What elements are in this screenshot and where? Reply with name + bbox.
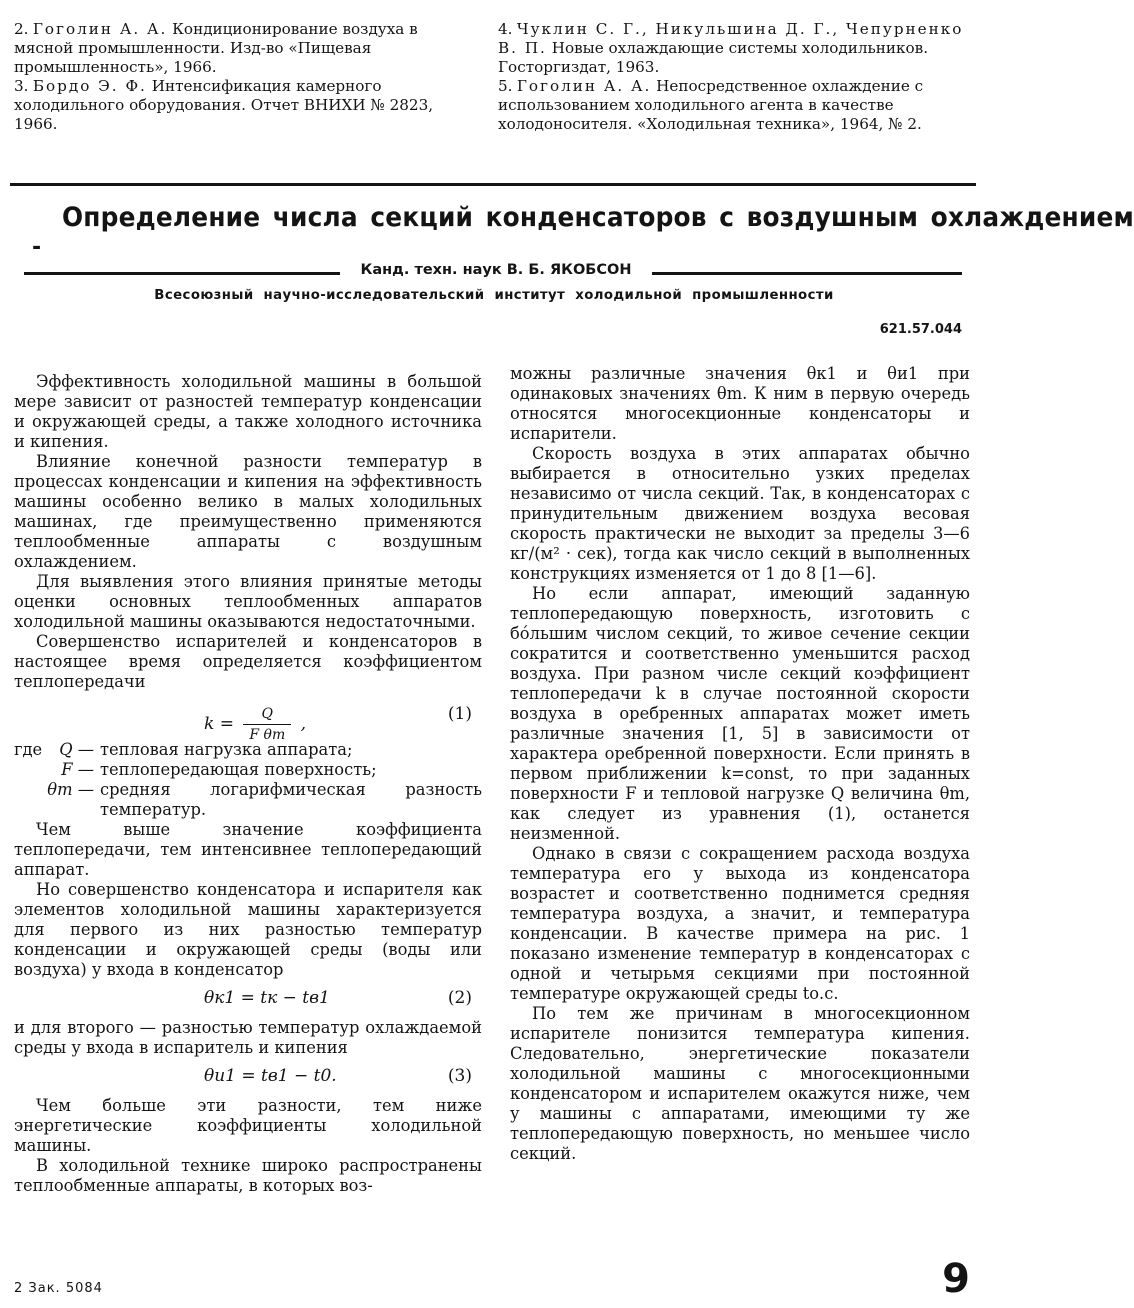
decorative-dash-icon: ‐	[32, 235, 42, 260]
definitions-list	[14, 740, 482, 820]
definition-text: тепловая нагрузка аппарата;	[100, 740, 353, 759]
reference-author: Гоголин А. А.	[516, 77, 652, 95]
reference-item	[498, 20, 966, 77]
equation-number: (2)	[447, 988, 472, 1008]
equation-number: (1)	[447, 704, 472, 724]
equation-fraction	[243, 704, 291, 745]
column-left	[14, 372, 482, 1196]
equation-tail: ,	[300, 714, 307, 734]
paragraph: Совершенство испарителей и конденсаторов в настоящее время определяется коэффициентом теплопередачи	[14, 632, 482, 691]
definition-row	[14, 760, 482, 780]
paragraph: Однако в связи с сокращением расхода воздуха температура его у выхода из конденсатора возрастет и соответственно поднимется средняя температура воздуха, а значит, и температура конденсации. В качестве примера на рис. 1 показано изменение температур в конденсаторах с одной и четырьмя секциями при постоянной температуре окружающей среды tо.с.	[510, 844, 970, 1003]
equation-body: θи1 = tв1 − t0.	[204, 1066, 337, 1086]
references-left	[14, 20, 479, 134]
paragraph: Для выявления этого влияния принятые методы оценки основных теплообменных аппаратов холодильной машины оказываются недостаточными.	[14, 572, 482, 631]
paragraph: можны различные значения θк1 и θи1 при одинаковых значениях θm. К ним в первую очередь относятся многосекционные конденсаторы и испарители.	[510, 364, 970, 443]
paragraph: Эффективность холодильной машины в большой мере зависит от разностей температур конденсации и окружающей среды, а также холодного источника и кипения.	[14, 372, 482, 451]
paragraph: По тем же причинам в многосекционном испарителе понизится температура кипения. Следовательно, энергетические показатели холодильной машины с многосекционными конденсатором и испарителем окажутся ниже, чем у машины с аппаратами, имеющими ту же теплопередающую поверхность, но меньшее число секций.	[510, 1004, 970, 1163]
reference-number: 4.	[498, 20, 513, 38]
column-right	[510, 364, 970, 1164]
reference-text: Интенсификация камерного холодильного оборудования. Отчет ВНИХИ № 2823, 1966.	[14, 77, 434, 133]
equation-body: θк1 = tк − tв1	[204, 988, 330, 1008]
equation-lhs: k =	[204, 714, 234, 734]
paragraph: Но если аппарат, имеющий заданную теплопередающую поверхность, изготовить с бóльшим числом секций, то живое сечение секции сократится и соответственно уменьшится расход воздуха. При разном числе секций коэффициент теплопередачи k в случае постоянной скорости воздуха в оребренных аппаратах может иметь различные значения [1, 5] в зависимости от характера оребренной поверхности. Если принять в первом приближении k=const, то при заданных поверхности F и тепловой нагрузке Q величина θm, как следует из уравнения (1), останется неизменной.	[510, 584, 970, 843]
paragraph: Но совершенство конденсатора и испарителя как элементов холодильной машины характеризуется для первого из них разностью температур конденсации и окружающей среды (воды или воздуха) у входа в конденсатор	[14, 880, 482, 979]
reference-text: Новые охлаждающие системы холодильников. Госторгиздат, 1963.	[498, 39, 929, 76]
header-rule	[10, 183, 976, 186]
fraction-denominator: F θm	[249, 727, 286, 743]
author-line	[24, 262, 962, 284]
reference-item	[498, 77, 966, 134]
equation-body	[204, 704, 306, 745]
reference-text: Кондиционирование воздуха в мясной промышленности. Изд-во «Пищевая промышленность», 1966.	[14, 20, 418, 76]
definition-symbol: F —	[61, 760, 94, 779]
footer-print-info: 2 Зак. 5084	[14, 1281, 103, 1296]
reference-author: Гоголин А. А.	[32, 20, 168, 38]
reference-author: Бордо Э. Ф.	[32, 77, 147, 95]
paragraph: и для второго — разностью температур охлаждаемой среды у входа в испаритель и кипения	[14, 1018, 482, 1057]
paragraph: Чем выше значение коэффициента теплопередачи, тем интенсивнее теплопередающий аппарат.	[14, 820, 482, 879]
definition-text: теплопередающая поверхность;	[100, 760, 377, 779]
fraction-numerator: Q	[243, 704, 291, 725]
reference-item	[14, 77, 479, 134]
equation-2	[14, 984, 482, 1014]
equation-3	[14, 1062, 482, 1092]
author-rule-right	[652, 272, 962, 275]
article-author: Канд. техн. наук В. Б. ЯКОБСОН	[360, 262, 632, 278]
reference-author: Чуклин С. Г., Никульшина Д. Г., Чепурненко В. П.	[498, 20, 964, 57]
definition-symbol: θm —	[47, 780, 94, 799]
reference-text: Непосредственное охлаждение с использованием холодильного агента в качестве холодоносителя. «Холодильная техника», 1964, № 2.	[498, 77, 924, 133]
definition-text: средняя логарифмическая разность температур.	[100, 780, 482, 819]
definitions-intro: где	[14, 740, 43, 759]
equation-1	[14, 696, 482, 743]
equation-number: (3)	[447, 1066, 472, 1086]
reference-number: 2.	[14, 20, 29, 38]
paragraph: В холодильной технике широко распространены теплообменные аппараты, в которых воз-	[14, 1156, 482, 1195]
paragraph: Влияние конечной разности температур в процессах конденсации и кипения на эффективность машины особенно велико в малых холодильных машинах, где преимущественно применяются теплообменные аппараты с воздушным охлаждением.	[14, 452, 482, 571]
article-institute: Всесоюзный научно-исследовательский институт холодильной промышленности	[154, 288, 834, 303]
paragraph: Чем больше эти разности, тем ниже энергетические коэффициенты холодильной машины.	[14, 1096, 482, 1155]
reference-number: 5.	[498, 77, 513, 95]
definition-row	[14, 780, 482, 820]
paragraph: Скорость воздуха в этих аппаратах обычно выбирается в относительно узких пределах независимо от числа секций. Так, в конденсаторах с принудительным движением воздуха весовая скорость практически не выходит за пределы 3—6 кг/(м² · сек), тогда как число секций в выполненных конструкциях изменяется от 1 до 8 [1—6].	[510, 444, 970, 583]
reference-number: 3.	[14, 77, 29, 95]
reference-item	[14, 20, 479, 77]
references-right	[498, 20, 966, 134]
article-title: Определение числа секций конденсаторов с воздушным охлаждением	[62, 202, 1134, 233]
definition-symbol: Q —	[59, 740, 94, 759]
author-rule-left	[24, 272, 340, 275]
udc-code: 621.57.044	[879, 322, 962, 337]
page-number: 9	[942, 1256, 970, 1302]
